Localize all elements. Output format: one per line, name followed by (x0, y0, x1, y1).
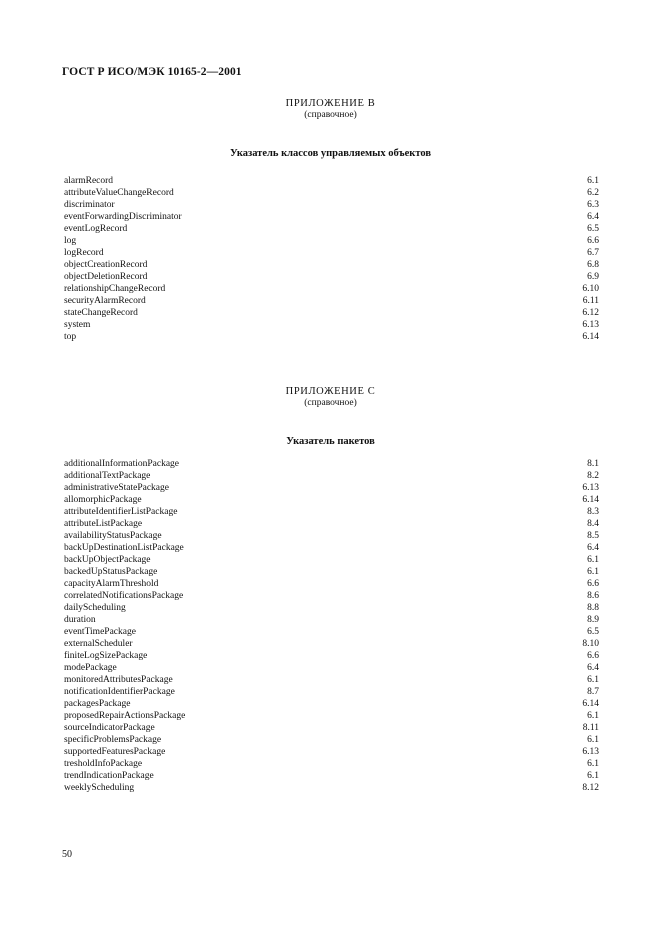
index-entry (64, 283, 599, 295)
index-entry (64, 614, 599, 626)
entry-name: modePackage (64, 663, 117, 673)
entry-ref: 6.5 (587, 627, 599, 637)
index-entry (64, 494, 599, 506)
entry-name: backUpDestinationListPackage (64, 543, 184, 553)
entry-ref: 8.6 (587, 591, 599, 601)
appendix-c-title: ПРИЛОЖЕНИЕ С (285, 386, 376, 397)
page-number: 50 (62, 849, 72, 860)
entry-ref: 6.1 (587, 555, 599, 565)
package-index (64, 458, 599, 794)
entry-name: attributeListPackage (64, 519, 143, 529)
entry-ref: 8.11 (582, 723, 599, 733)
entry-name: log (64, 236, 77, 246)
index-entry (64, 638, 599, 650)
entry-ref: 6.6 (587, 236, 599, 246)
appendix-c-heading: Указатель пакетов (286, 436, 375, 447)
index-entry (64, 470, 599, 482)
entry-name: system (64, 320, 91, 330)
index-entry (64, 530, 599, 542)
entry-name: logRecord (64, 248, 104, 258)
entry-name: stateChangeRecord (64, 308, 138, 318)
entry-name: securityAlarmRecord (64, 296, 146, 306)
index-entry (64, 710, 599, 722)
entry-name: discriminator (64, 200, 115, 210)
entry-ref: 6.14 (582, 699, 599, 709)
entry-ref: 6.4 (587, 663, 599, 673)
index-entry (64, 734, 599, 746)
index-entry (64, 307, 599, 319)
entry-ref: 6.1 (587, 176, 599, 186)
index-entry (64, 458, 599, 470)
entry-name: duration (64, 615, 96, 625)
entry-ref: 6.13 (582, 747, 599, 757)
index-entry (64, 566, 599, 578)
entry-ref: 6.10 (582, 284, 599, 294)
entry-ref: 6.14 (582, 495, 599, 505)
entry-name: top (64, 332, 77, 342)
entry-ref: 6.1 (587, 735, 599, 745)
entry-ref: 8.7 (587, 687, 599, 697)
entry-ref: 8.12 (582, 783, 599, 793)
index-entry (64, 235, 599, 247)
entry-name: attributeValueChangeRecord (64, 188, 174, 198)
index-entry (64, 782, 599, 794)
index-entry (64, 199, 599, 211)
index-entry (64, 674, 599, 686)
entry-ref: 8.10 (582, 639, 599, 649)
index-entry (64, 259, 599, 271)
entry-ref: 6.6 (587, 651, 599, 661)
index-entry (64, 319, 599, 331)
entry-ref: 6.5 (587, 224, 599, 234)
entry-name: allomorphicPackage (64, 495, 142, 505)
index-entry (64, 722, 599, 734)
index-entry (64, 554, 599, 566)
entry-ref: 8.2 (587, 471, 599, 481)
index-entry (64, 578, 599, 590)
entry-name: trendIndicationPackage (64, 771, 154, 781)
index-entry (64, 758, 599, 770)
index-entry (64, 211, 599, 223)
index-entry (64, 331, 599, 343)
entry-ref: 6.2 (587, 188, 599, 198)
appendix-c-caption (62, 386, 599, 409)
entry-ref: 6.11 (582, 296, 599, 306)
entry-ref: 6.4 (587, 543, 599, 553)
entry-name: tresholdInfoPackage (64, 759, 143, 769)
index-entry (64, 175, 599, 187)
entry-ref: 8.9 (587, 615, 599, 625)
index-entry (64, 686, 599, 698)
entry-name: administrativeStatePackage (64, 483, 169, 493)
index-entry (64, 271, 599, 283)
entry-ref: 6.1 (587, 675, 599, 685)
entry-ref: 6.1 (587, 567, 599, 577)
index-entry (64, 626, 599, 638)
entry-name: relationshipChangeRecord (64, 284, 166, 294)
entry-name: backUpObjectPackage (64, 555, 151, 565)
entry-name: backedUpStatusPackage (64, 567, 158, 577)
entry-name: eventForwardingDiscriminator (64, 212, 182, 222)
index-entry (64, 602, 599, 614)
appendix-b-note: (справочное) (304, 110, 357, 120)
index-entry (64, 482, 599, 494)
entry-name: alarmRecord (64, 176, 114, 186)
entry-ref: 6.7 (587, 248, 599, 258)
entry-name: externalScheduler (64, 639, 133, 649)
entry-name: additionalTextPackage (64, 471, 151, 481)
entry-ref: 8.5 (587, 531, 599, 541)
index-entry (64, 506, 599, 518)
index-entry (64, 223, 599, 235)
index-entry (64, 295, 599, 307)
entry-ref: 6.1 (587, 771, 599, 781)
index-entry (64, 746, 599, 758)
index-entry (64, 662, 599, 674)
entry-ref: 8.1 (587, 459, 599, 469)
entry-name: capacityAlarmThreshold (64, 579, 159, 589)
managed-object-class-index (64, 175, 599, 343)
entry-ref: 6.6 (587, 579, 599, 589)
appendix-c-note: (справочное) (304, 398, 357, 408)
entry-name: objectCreationRecord (64, 260, 148, 270)
index-entry (64, 650, 599, 662)
entry-ref: 8.8 (587, 603, 599, 613)
entry-ref: 8.4 (587, 519, 599, 529)
entry-name: weeklyScheduling (64, 783, 135, 793)
index-entry (64, 518, 599, 530)
entry-name: monitoredAttributesPackage (64, 675, 173, 685)
entry-name: sourceIndicatorPackage (64, 723, 155, 733)
entry-ref: 8.3 (587, 507, 599, 517)
index-entry (64, 187, 599, 199)
appendix-b-heading: Указатель классов управляемых объектов (230, 148, 431, 159)
index-entry (64, 590, 599, 602)
entry-ref: 6.9 (587, 272, 599, 282)
index-entry (64, 542, 599, 554)
entry-ref: 6.12 (582, 308, 599, 318)
entry-name: attributeIdentifierListPackage (64, 507, 178, 517)
entry-name: correlatedNotificationsPackage (64, 591, 184, 601)
entry-name: additionalInformationPackage (64, 459, 180, 469)
appendix-b-title: ПРИЛОЖЕНИЕ В (285, 98, 376, 109)
entry-name: specificProblemsPackage (64, 735, 162, 745)
appendix-b-caption (62, 98, 599, 121)
entry-name: supportedFeaturesPackage (64, 747, 166, 757)
entry-ref: 6.1 (587, 759, 599, 769)
entry-ref: 6.3 (587, 200, 599, 210)
entry-name: dailyScheduling (64, 603, 126, 613)
entry-name: eventLogRecord (64, 224, 128, 234)
entry-ref: 6.8 (587, 260, 599, 270)
entry-name: objectDeletionRecord (64, 272, 148, 282)
entry-name: availabilityStatusPackage (64, 531, 162, 541)
index-entry (64, 698, 599, 710)
entry-name: finiteLogSizePackage (64, 651, 148, 661)
entry-name: eventTimePackage (64, 627, 136, 637)
entry-ref: 6.13 (582, 483, 599, 493)
entry-name: proposedRepairActionsPackage (64, 711, 186, 721)
entry-name: notificationIdentifierPackage (64, 687, 175, 697)
entry-name: packagesPackage (64, 699, 131, 709)
entry-ref: 6.4 (587, 212, 599, 222)
entry-ref: 6.1 (587, 711, 599, 721)
standard-designation: ГОСТ Р ИСО/МЭК 10165-2—2001 (62, 66, 242, 78)
index-entry (64, 770, 599, 782)
index-entry (64, 247, 599, 259)
entry-ref: 6.14 (582, 332, 599, 342)
entry-ref: 6.13 (582, 320, 599, 330)
